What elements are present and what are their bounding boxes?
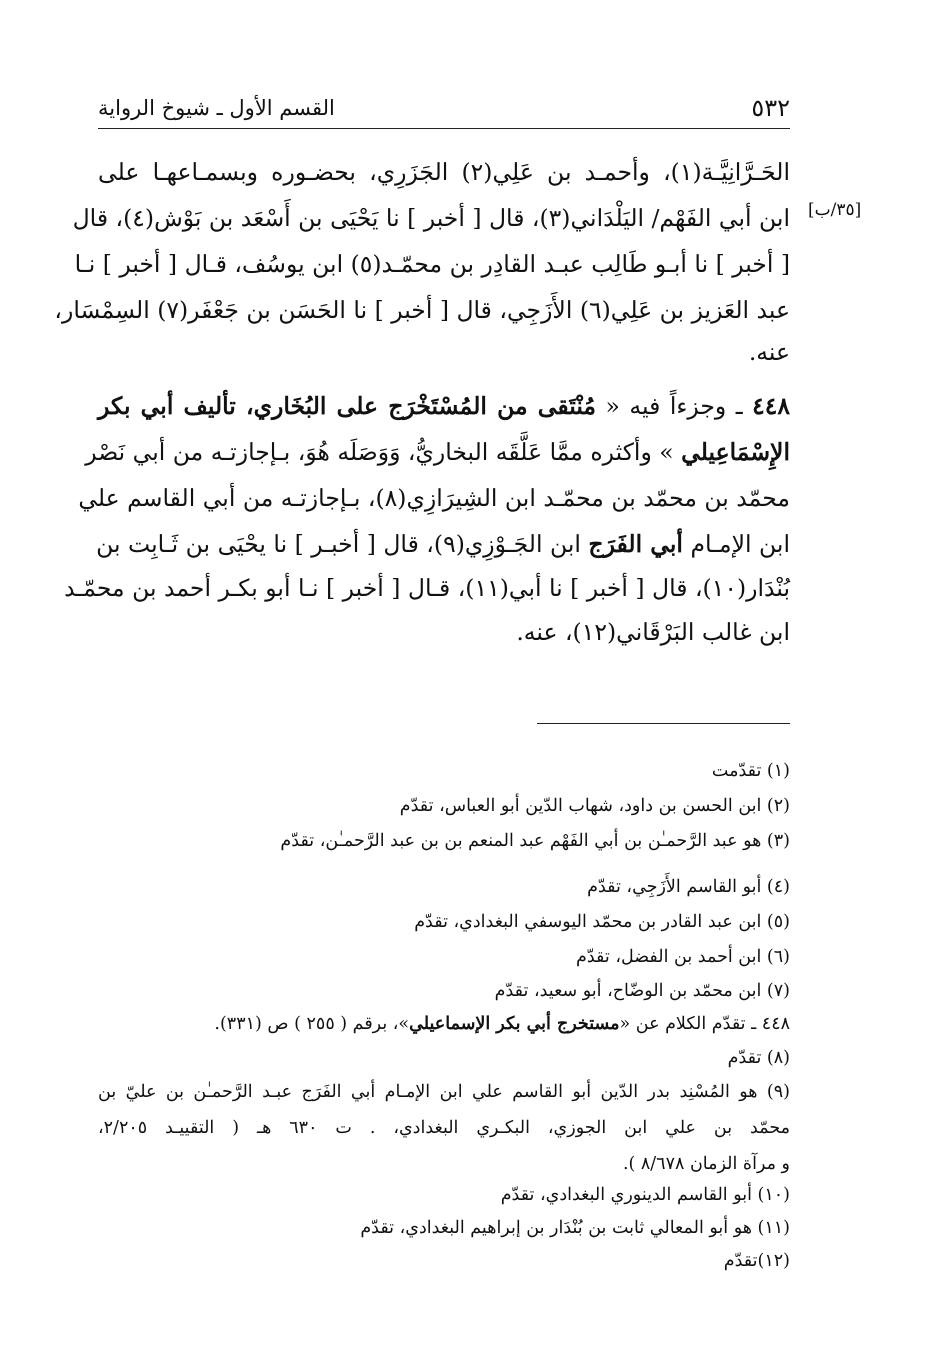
body-line-4: عبد العَزيز بن عَلِي(٦) الأَزَجِي، قال [ أخبر ] نا الحَسَن بن جَعْفَر(٧) السِمْسَار، xyxy=(54,296,790,324)
footnote-448-suffix: »، برقم ( ٢٥٥ ) ص (٣٣١). xyxy=(214,1014,410,1034)
entry-intro: ـ وجزءاً فيه « xyxy=(605,392,743,420)
running-title: القسم الأول ـ شيوخ الرواية xyxy=(98,96,335,120)
manuscript-folio-marker: [٣٥/ب] xyxy=(808,200,862,220)
footnote-9-line-1: (٩) هو المُسْنِد بدر الدّين أبو القاسم علي ابن الإمـام أبي الفَرَج عبـد الرَّحمـٰن بن عليّ بن xyxy=(98,1082,790,1102)
entry-number: ٤٤٨ xyxy=(752,392,790,420)
body-line-1: الحَـرَّانِيَّـة(١)، وأحمـد بن عَلِي(٢) الجَزَرِي، بحضـوره وبسمـاعهـا على xyxy=(98,158,790,186)
body-line-2: ابن أبي الفَهْم/ اليَلْدَاني(٣)، قال [ أخبر ] نا يَحْيَى بن أَسْعَد بن بَوْش(٤)، قال xyxy=(72,204,790,232)
entry-448-line-4 xyxy=(98,522,790,568)
footnote-2: (٢) ابن الحسن بن داود، شهاب الدّين أبو العباس، تقدّم xyxy=(399,796,790,816)
body-line-3: [ أخبر ] نا أبـو طَالِب عبـد القادِر بن محمّـد(٥) ابن يوسُف، قـال [ أخبر ] نـا xyxy=(74,250,790,278)
footnote-5: (٥) ابن عبد القادر بن محمّد اليوسفي البغدادي، تقدّم xyxy=(414,912,790,932)
page-number: ٥٣٢ xyxy=(751,94,790,122)
footnote-448 xyxy=(98,1009,790,1041)
footnote-6: (٦) ابن أحمد بن الفضل، تقدّم xyxy=(576,947,790,967)
footnote-3: (٣) هو عبد الرَّحمـٰن بن أبي الفَهْم عبد المنعم بن بن عبد الرَّحمـٰن، تقدّم xyxy=(280,831,790,851)
entry-book-title: مُنْتَقى من المُسْتَخْرَج على البُخَاري، تأليف أبي بكر xyxy=(98,392,597,420)
footnote-8: (٨) تقدّم xyxy=(727,1048,790,1068)
entry-text: قال [ أخبـر ] نا يحْيَى بن ثَـابِت بن xyxy=(96,530,419,558)
entry-text: ابن الإمـام xyxy=(690,530,790,558)
entry-448-line-6: ابن غالب البَرْقَاني(١٢)، عنه. xyxy=(516,618,790,646)
entry-448-line-5: بُنْدَار(١٠)، قال [ أخبر ] نا أبي(١١)، قـال [ أخبر ] نـا أبو بكـر أحمد بن محمّـد xyxy=(64,574,790,602)
body-line-5: عنه. xyxy=(748,338,790,366)
footnote-448-prefix: ٤٤٨ ـ تقدّم الكلام عن « xyxy=(619,1014,790,1034)
footnote-9-line-3: و مرآة الزمان ٨/٦٧٨ ). xyxy=(622,1154,790,1174)
footnote-7: (٧) ابن محمّد بن الوضّاح، أبو سعيد، تقدّم xyxy=(494,981,790,1001)
entry-text-bold: أبي الفَرَج xyxy=(588,530,683,558)
entry-448-line-3: محمّد بن محمّد بن محمّـد ابن الشِيرَازِي(٨)، بـإجازتـه من أبي القاسم علي xyxy=(78,484,790,512)
footnote-448-book: مستخرج أبي بكر الإسماعيلي xyxy=(409,1014,620,1034)
entry-book-title-end: الإِسْمَاعِيلي xyxy=(681,438,790,466)
footnote-1: (١) تقدّمت xyxy=(711,761,790,781)
entry-text: ابن الجَـوْزِي(٩)، xyxy=(426,530,581,558)
footnote-9-line-2: محمّد بن علي ابن الجوزي، البكـري البغدادي، . ت ٦٣٠ هـ ( التقييـد ٢/٢٠٥، xyxy=(98,1118,790,1138)
entry-448-line-1 xyxy=(98,384,790,430)
entry-448-line-2 xyxy=(85,430,790,476)
footnote-separator xyxy=(537,723,790,724)
footnote-11: (١١) هو أبو المعالي ثابت بن بُنْدَار بن إبراهيم البغدادي، تقدّم xyxy=(360,1218,790,1238)
footnote-10: (١٠) أبو القاسم الدينوري البغدادي، تقدّم xyxy=(500,1185,790,1205)
footnote-4: (٤) أبو القاسم الأَزَجِي، تقدّم xyxy=(587,877,790,897)
footnote-12: (١٢)تقدّم xyxy=(723,1251,790,1271)
page-header xyxy=(98,88,790,129)
entry-text: » وأكثره ممَّا عَلَّقَه البخاريُّ، وَوَصَلَه هُوَ، بـإجازتـه من أبي نَصْر xyxy=(85,438,674,466)
